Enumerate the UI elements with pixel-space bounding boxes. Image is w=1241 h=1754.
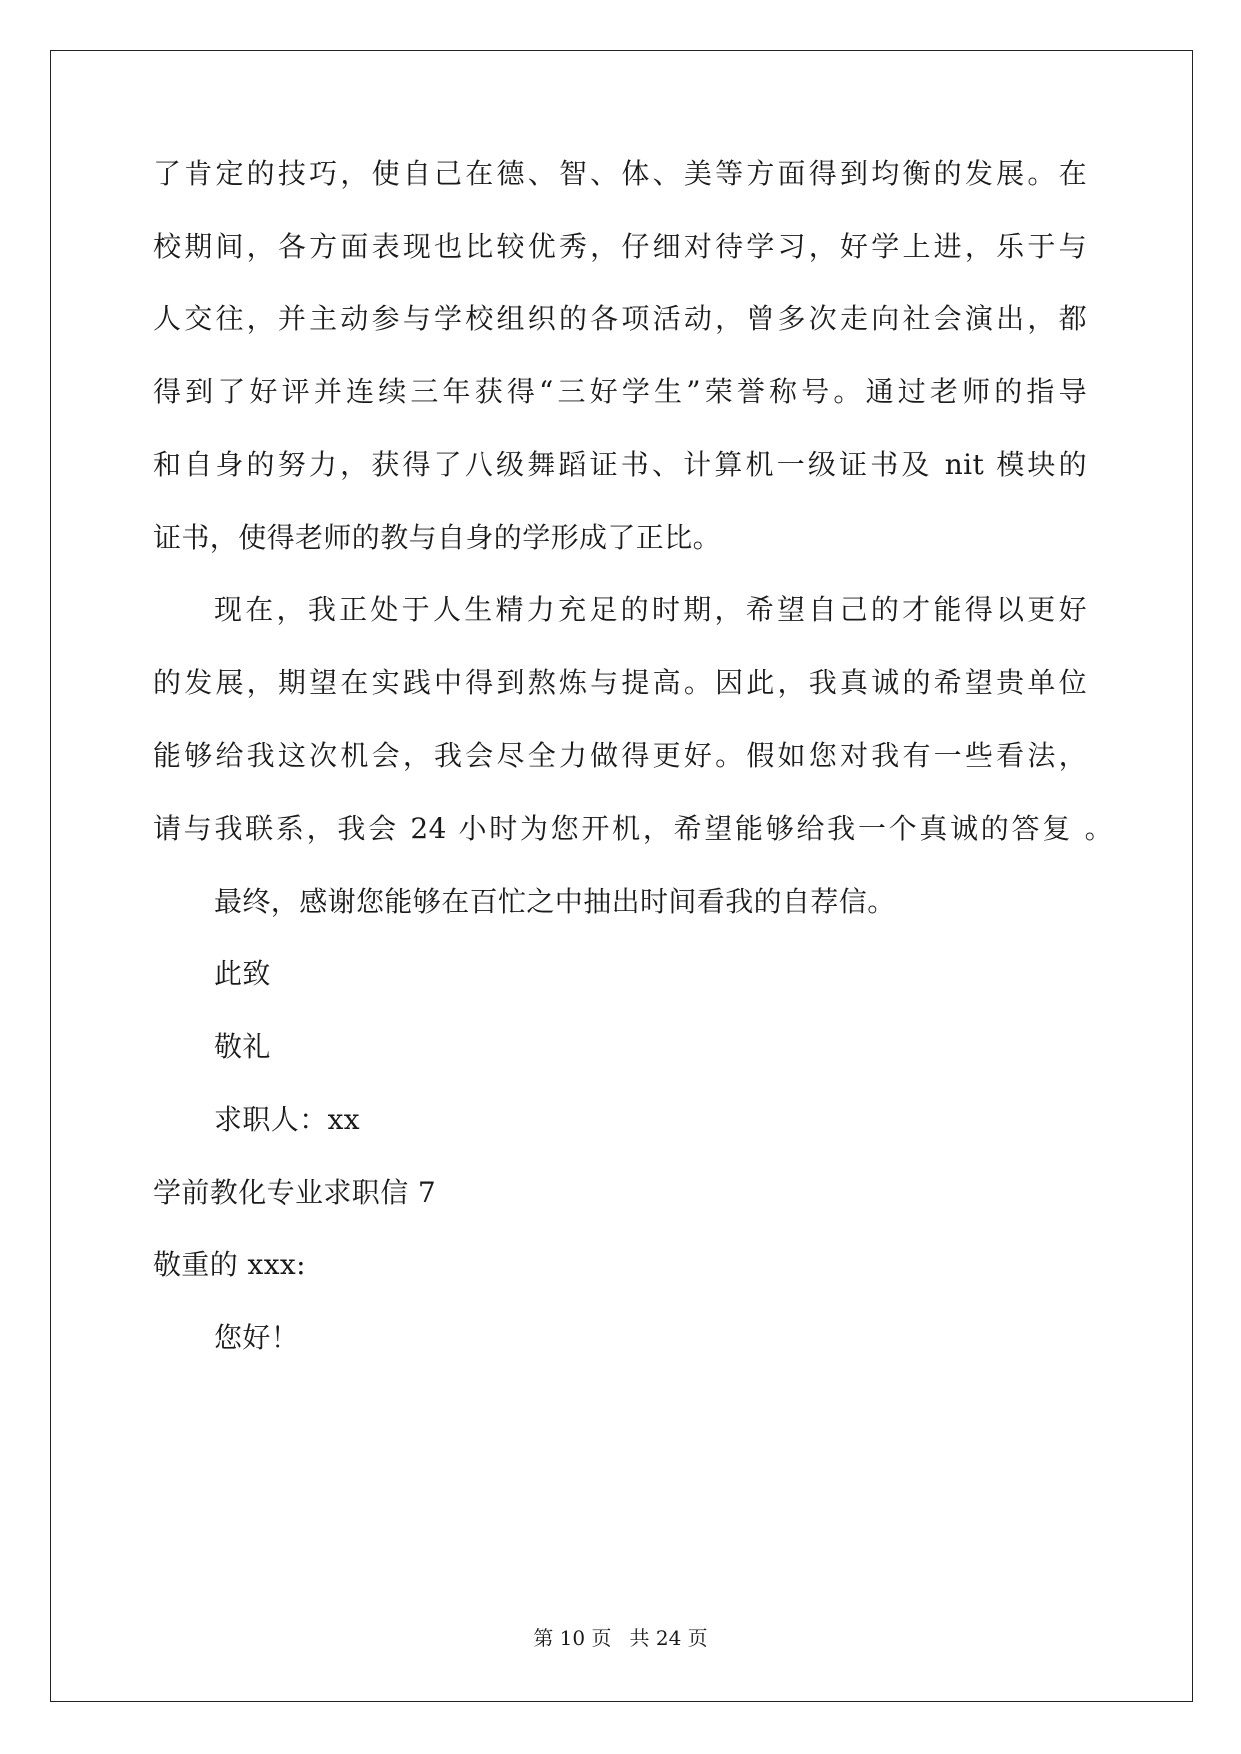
body-line-1: 了肯定的技巧，使自己在德、智、体、美等方面得到均衡的发展。在 xyxy=(153,157,1087,190)
body-line-6: 证书，使得老师的教与自身的学形成了正比。 xyxy=(153,521,722,554)
salutation-cizhi: 此致 xyxy=(214,957,271,990)
page-total: 共 24 页 xyxy=(629,1626,708,1650)
body-line-9: 能够给我这次机会，我会尽全力做得更好。假如您对我有一些看法， xyxy=(153,739,1087,772)
body-line-4: 得到了好评并连续三年获得“三好学生”荣誉称号。通过老师的指导 xyxy=(153,375,1087,408)
body-line-5: 和自身的努力，获得了八级舞蹈证书、计算机一级证书及 nit 模块的 xyxy=(153,448,1087,481)
signature-line: 求职人：xx xyxy=(214,1103,360,1136)
body-line-10: 请与我联系，我会 24 小时为您开机，希望能够给我一个真诚的答复 。 xyxy=(153,812,1113,845)
hello-line: 您好！ xyxy=(214,1321,300,1354)
body-line-7: 现在，我正处于人生精力充足的时期，希望自己的才能得以更好 xyxy=(214,593,1087,626)
page-footer xyxy=(0,1626,1241,1650)
closing-line: 最终，感谢您能够在百忙之中抽出时间看我的自荐信。 xyxy=(214,885,896,918)
greeting-line: 敬重的 xxx: xyxy=(153,1248,306,1281)
body-line-3: 人交往，并主动参与学校组织的各项活动，曾多次走向社会演出，都 xyxy=(153,302,1087,335)
body-line-2: 校期间，各方面表现也比较优秀，仔细对待学习，好学上进，乐于与 xyxy=(153,230,1087,263)
body-line-8: 的发展，期望在实践中得到熬炼与提高。因此，我真诚的希望贵单位 xyxy=(153,666,1087,699)
salutation-jingli: 敬礼 xyxy=(214,1030,271,1063)
page-border xyxy=(50,50,1193,1702)
page-number: 第 10 页 xyxy=(533,1626,612,1650)
section-heading: 学前教化专业求职信 7 xyxy=(153,1176,437,1209)
